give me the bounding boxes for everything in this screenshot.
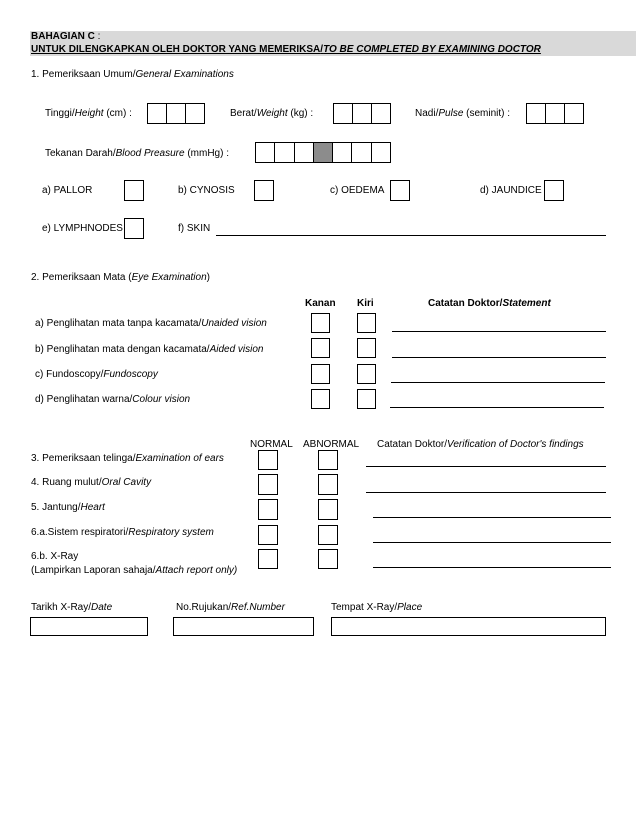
col-findings: Catatan Doktor/Verification of Doctor's findings <box>377 439 584 450</box>
aided-statement-line[interactable] <box>392 357 606 358</box>
oral-normal-checkbox[interactable] <box>258 474 278 495</box>
skin-input-line[interactable] <box>216 235 606 236</box>
system-row-ears: 3. Pemeriksaan telinga/Examination of ears <box>31 453 224 464</box>
weight-label: Berat/Weight (kg) : <box>230 108 314 119</box>
respiratory-normal-checkbox[interactable] <box>258 525 278 545</box>
section-title: BAHAGIAN C : <box>31 31 101 42</box>
height-label: Tinggi/Height (cm) : <box>45 108 132 119</box>
cynosis-checkbox[interactable] <box>254 180 274 201</box>
col-normal: NORMAL <box>250 439 293 450</box>
xray-abnormal-checkbox[interactable] <box>318 549 338 569</box>
xray-date-input[interactable] <box>30 617 148 636</box>
xray-findings-line[interactable] <box>373 567 611 568</box>
lymphnodes-label: e) LYMPHNODES <box>42 223 123 234</box>
ears-normal-checkbox[interactable] <box>258 450 278 470</box>
oral-abnormal-checkbox[interactable] <box>318 474 338 495</box>
respiratory-abnormal-checkbox[interactable] <box>318 525 338 545</box>
eye-row-colour: d) Penglihatan warna/Colour vision <box>35 394 191 405</box>
blood-pressure-label: Tekanan Darah/Blood Preasure (mmHg) : <box>45 148 229 159</box>
xray-place-label: Tempat X-Ray/Place <box>331 602 423 613</box>
pallor-label: a) PALLOR <box>42 185 93 196</box>
system-row-oral: 4. Ruang mulut/Oral Cavity <box>31 477 152 488</box>
heart-findings-line[interactable] <box>373 517 611 518</box>
heart-normal-checkbox[interactable] <box>258 499 278 520</box>
lymphnodes-checkbox[interactable] <box>124 218 144 239</box>
jaundice-label: d) JAUNDICE <box>480 185 542 196</box>
colour-right-checkbox[interactable] <box>311 389 330 409</box>
col-left-eye: Kiri <box>357 298 374 309</box>
blood-pressure-input[interactable] <box>255 142 391 163</box>
aided-right-checkbox[interactable] <box>311 338 330 358</box>
fundoscopy-right-checkbox[interactable] <box>311 364 330 384</box>
system-row-respiratory: 6.a.Sistem respiratori/Respiratory system <box>31 527 214 538</box>
xray-note: (Lampirkan Laporan sahaja/Attach report only) <box>31 565 238 576</box>
height-input[interactable] <box>147 103 205 124</box>
ears-findings-line[interactable] <box>366 466 606 467</box>
unaided-right-checkbox[interactable] <box>311 313 330 333</box>
oral-findings-line[interactable] <box>366 492 606 493</box>
weight-input[interactable] <box>333 103 391 124</box>
fundoscopy-left-checkbox[interactable] <box>357 364 376 384</box>
heart-abnormal-checkbox[interactable] <box>318 499 338 520</box>
xray-ref-label: No.Rujukan/Ref.Number <box>176 602 285 613</box>
oedema-label: c) OEDEMA <box>330 185 385 196</box>
eye-heading: 2. Pemeriksaan Mata (Eye Examination) <box>31 272 210 283</box>
oedema-checkbox[interactable] <box>390 180 410 201</box>
pulse-input[interactable] <box>526 103 584 124</box>
unaided-statement-line[interactable] <box>392 331 606 332</box>
jaundice-checkbox[interactable] <box>544 180 564 201</box>
aided-left-checkbox[interactable] <box>357 338 376 358</box>
bp-separator <box>313 143 332 162</box>
xray-place-input[interactable] <box>331 617 606 636</box>
col-right-eye: Kanan <box>305 298 336 309</box>
xray-date-label: Tarikh X-Ray/Date <box>31 602 113 613</box>
fundoscopy-statement-line[interactable] <box>391 382 605 383</box>
respiratory-findings-line[interactable] <box>373 542 611 543</box>
ears-abnormal-checkbox[interactable] <box>318 450 338 470</box>
pulse-label: Nadi/Pulse (seminit) : <box>415 108 511 119</box>
colour-left-checkbox[interactable] <box>357 389 376 409</box>
xray-normal-checkbox[interactable] <box>258 549 278 569</box>
section-header <box>30 31 636 44</box>
col-statement: Catatan Doktor/Statement <box>428 298 551 309</box>
system-row-xray: 6.b. X-Ray <box>31 551 79 562</box>
xray-ref-input[interactable] <box>173 617 314 636</box>
unaided-left-checkbox[interactable] <box>357 313 376 333</box>
system-row-heart: 5. Jantung/Heart <box>31 502 105 513</box>
eye-row-aided: b) Penglihatan mata dengan kacamata/Aided vision <box>35 344 264 355</box>
eye-row-unaided: a) Penglihatan mata tanpa kacamata/Unaided vision <box>35 318 267 329</box>
pallor-checkbox[interactable] <box>124 180 144 201</box>
skin-label: f) SKIN <box>178 223 211 234</box>
section-subtitle: UNTUK DILENGKAPKAN OLEH DOKTOR YANG MEMERIKSA/TO BE COMPLETED BY EXAMINING DOCTOR <box>31 44 541 55</box>
col-abnormal: ABNORMAL <box>303 439 360 450</box>
eye-row-fundoscopy: c) Fundoscopy/Fundoscopy <box>35 369 158 380</box>
colour-statement-line[interactable] <box>390 407 604 408</box>
general-heading: 1. Pemeriksaan Umum/General Examinations <box>31 69 234 80</box>
cynosis-label: b) CYNOSIS <box>178 185 235 196</box>
